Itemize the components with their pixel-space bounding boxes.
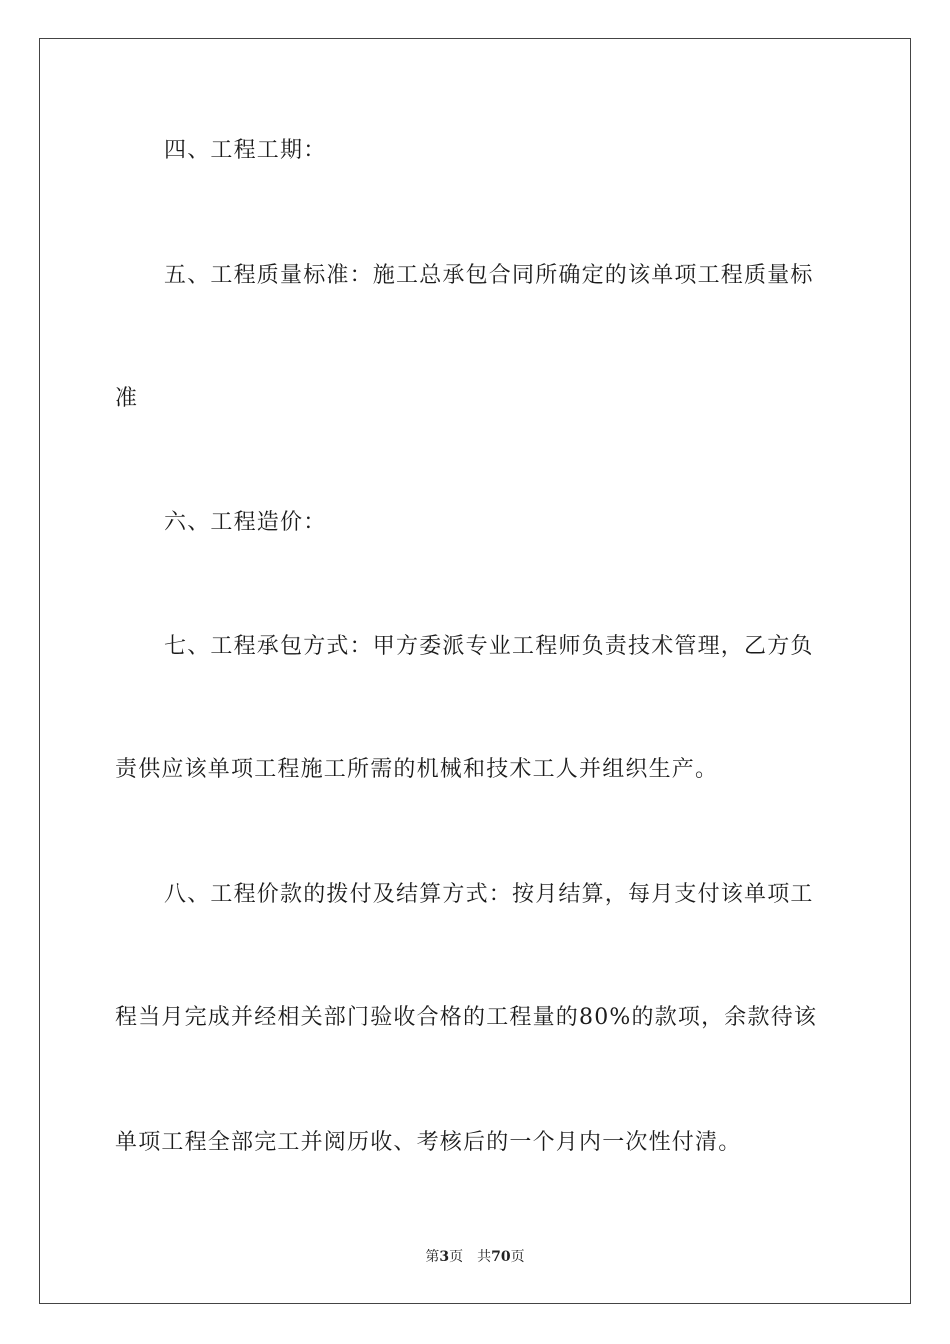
footer-total-suffix: 页 <box>510 1249 525 1265</box>
paragraph-line-payment-2: 程当月完成并经相关部门验收合格的工程量的80%的款项，余款待该 <box>115 1005 818 1030</box>
page-border <box>39 38 911 1304</box>
page-footer <box>0 1248 950 1266</box>
footer-page-suffix: 页 <box>449 1249 464 1265</box>
paragraph-line-duration: 四、工程工期： <box>164 138 327 163</box>
footer-page-number: 3 <box>439 1249 450 1265</box>
paragraph-line-quality-2: 准 <box>115 386 139 411</box>
footer-total-pages: 70 <box>491 1249 511 1265</box>
paragraph-line-contract-2: 责供应该单项工程施工所需的机械和技术工人并组织生产。 <box>115 757 719 782</box>
footer-total-prefix: 共 <box>477 1249 492 1265</box>
paragraph-line-quality-1: 五、工程质量标准：施工总承包合同所确定的该单项工程质量标 <box>164 263 814 288</box>
footer-page-prefix: 第 <box>425 1249 440 1265</box>
paragraph-line-contract-1: 七、工程承包方式：甲方委派专业工程师负责技术管理，乙方负 <box>164 634 814 659</box>
paragraph-line-payment-3: 单项工程全部完工并阅历收、考核后的一个月内一次性付清。 <box>115 1130 742 1155</box>
paragraph-line-payment-1: 八、工程价款的拨付及结算方式：按月结算，每月支付该单项工 <box>164 882 814 907</box>
paragraph-line-cost: 六、工程造价： <box>164 510 327 535</box>
